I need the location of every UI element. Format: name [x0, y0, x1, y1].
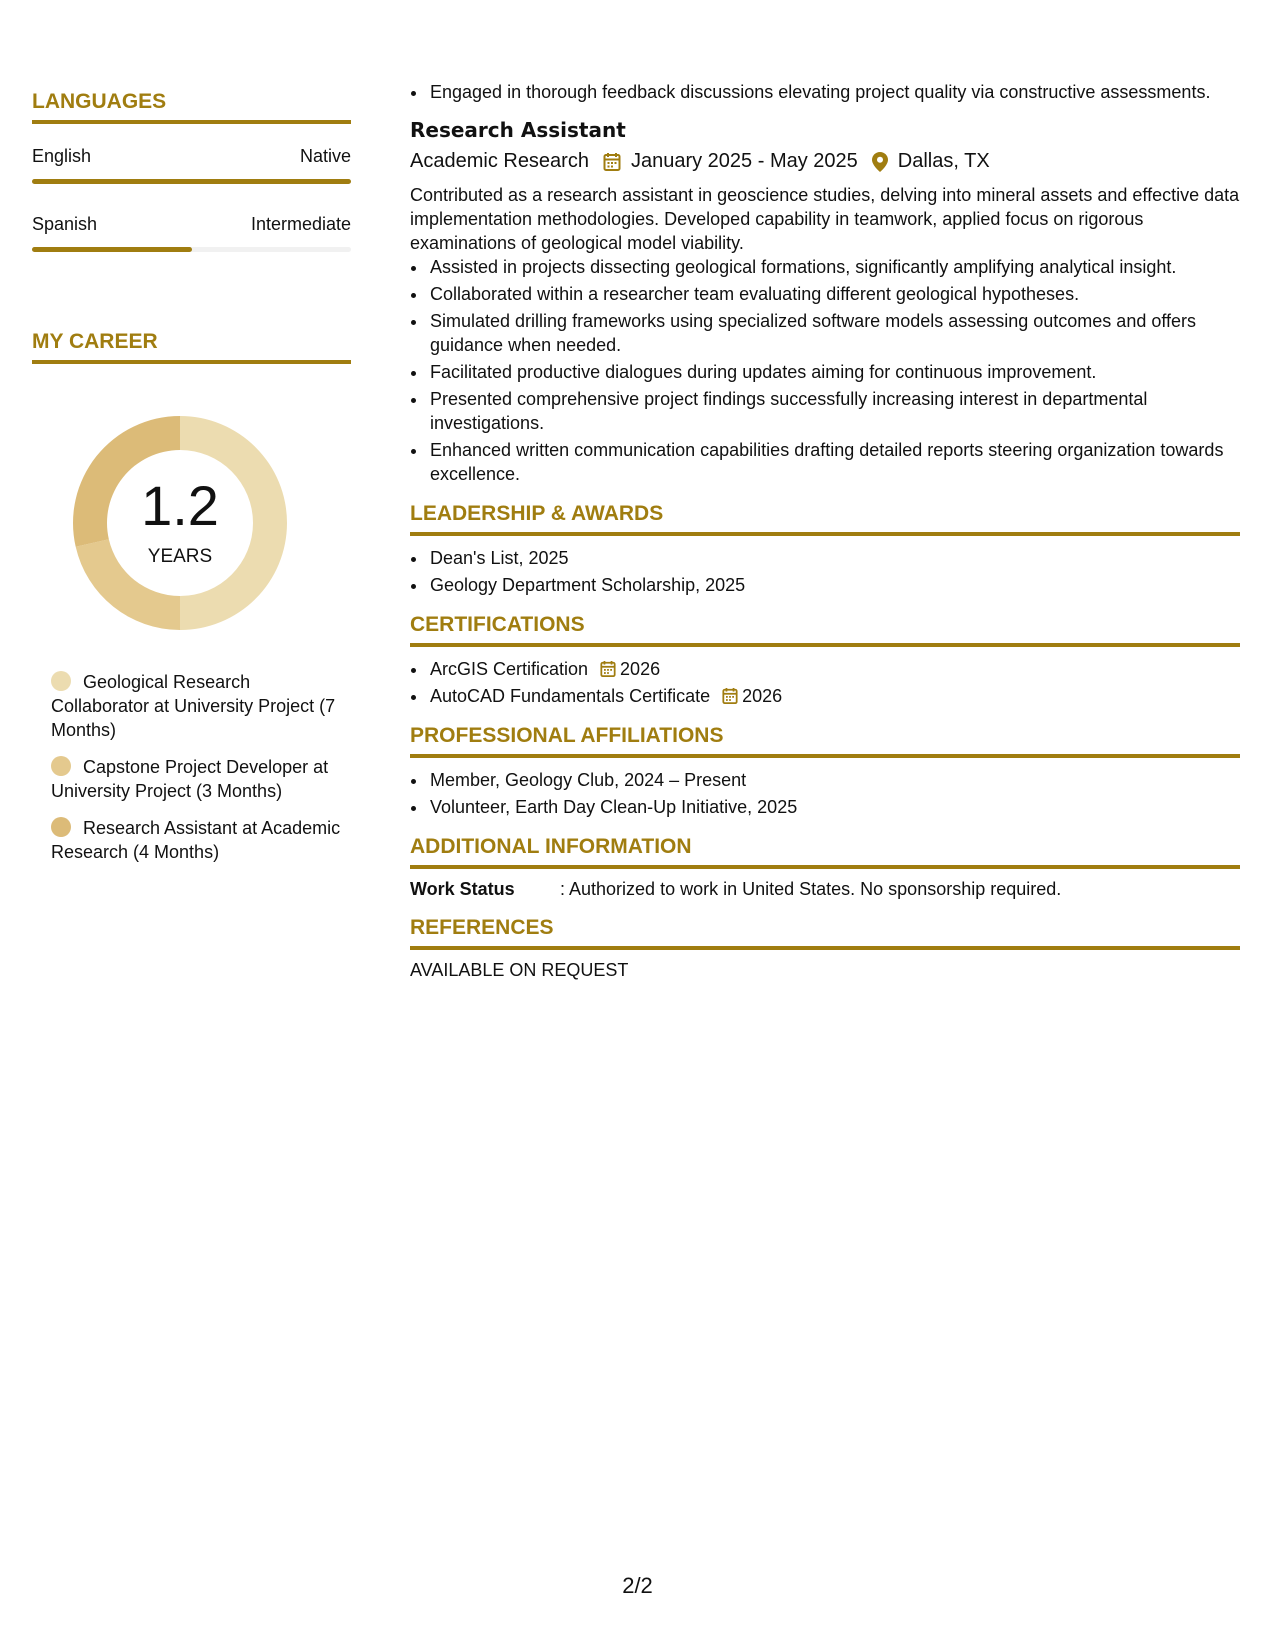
work-status-value: : Authorized to work in United States. No sponsorship required. [560, 879, 1062, 899]
certification-item [428, 657, 1240, 681]
references-title: REFERENCES [410, 916, 1240, 950]
bullet-item: • Presented comprehensive project findings successfully increasing interest in departmental investigations. [428, 387, 1240, 435]
job-dates: January 2025 - May 2025 [630, 150, 858, 172]
legend-label: Research Assistant at Academic Research (4 Months) [51, 818, 341, 862]
language-name: English [32, 146, 92, 166]
language-level: Native [299, 146, 351, 166]
affiliations-section [410, 724, 1240, 819]
language-name: Spanish [32, 214, 98, 234]
job-company: Academic Research [410, 150, 589, 172]
language-item [32, 146, 351, 184]
bullet-item: • Facilitated productive dialogues during updates aiming for continuous improvement. [428, 360, 1240, 384]
career-total-unit: YEARS [147, 546, 213, 567]
legend-dot [51, 671, 71, 691]
job-meta [410, 150, 1240, 173]
certification-year: 2026 [742, 686, 783, 706]
legend-dot [51, 817, 71, 837]
bullet-item: • Engaged in thorough feedback discussions elevating project quality via constructive assessments. [428, 80, 1240, 104]
language-proficiency-fill [32, 179, 351, 184]
career-legend-item [51, 755, 341, 803]
job-description: Contributed as a research assistant in geoscience studies, delving into mineral assets and effective data implementation methodologies. Developed capability in teamwork, applied focus on rigorous examinations of geological model viability. [410, 185, 1240, 253]
certification-item [428, 684, 1240, 708]
carryover-bullets [410, 80, 1240, 104]
left-column [32, 90, 351, 877]
calendar-icon [600, 660, 616, 678]
certification-year: 2026 [620, 659, 661, 679]
certification-name: • AutoCAD Fundamentals Certificate [430, 686, 711, 706]
bullet-item: • Assisted in projects dissecting geological formations, significantly amplifying analytical insight. [428, 255, 1240, 279]
additional-section [410, 835, 1240, 900]
languages-title: LANGUAGES [32, 90, 351, 124]
career-donut-chart [65, 408, 295, 638]
award-item: • Dean's List, 2025 [428, 546, 1240, 570]
calendar-icon [603, 152, 621, 172]
job-title: Research Assistant [410, 118, 626, 142]
legend-label: Capstone Project Developer at University Project (3 Months) [51, 757, 329, 801]
legend-label: Geological Research Collaborator at University Project (7 Months) [51, 672, 336, 740]
location-pin-icon [872, 152, 888, 172]
right-column [410, 80, 1240, 981]
work-status-row [410, 879, 1240, 900]
job-location: Dallas, TX [897, 150, 990, 172]
bullet-item: • Enhanced written communication capabilities drafting detailed reports steering organization towards excellence. [428, 438, 1240, 486]
leadership-title: LEADERSHIP & AWARDS [410, 502, 1240, 536]
certifications-section [410, 613, 1240, 708]
career-legend-item [51, 670, 341, 742]
bullet-item: • Collaborated within a researcher team evaluating different geological hypotheses. [428, 282, 1240, 306]
award-item: • Geology Department Scholarship, 2025 [428, 573, 1240, 597]
career-legend [51, 670, 341, 864]
job-bullets [410, 255, 1240, 486]
legend-dot [51, 756, 71, 776]
language-level: Intermediate [250, 214, 351, 234]
affiliations-title: PROFESSIONAL AFFILIATIONS [410, 724, 1240, 758]
career-total-value: 1.2 [141, 474, 219, 537]
language-proficiency-bar [32, 247, 351, 252]
language-proficiency-fill [32, 247, 192, 252]
career-title: MY CAREER [32, 330, 351, 364]
language-proficiency-bar [32, 179, 351, 184]
career-legend-item [51, 816, 341, 864]
work-status-label: Work Status [410, 879, 515, 899]
affiliation-item: • Member, Geology Club, 2024 – Present [428, 768, 1240, 792]
references-text: AVAILABLE ON REQUEST [410, 960, 629, 980]
language-item [32, 214, 351, 252]
certifications-title: CERTIFICATIONS [410, 613, 1240, 647]
page-number: 2/2 [622, 1573, 653, 1598]
certification-name: • ArcGIS Certification [430, 659, 589, 679]
additional-title: ADDITIONAL INFORMATION [410, 835, 1240, 869]
bullet-item: • Simulated drilling frameworks using specialized software models assessing outcomes and offers guidance when needed. [428, 309, 1240, 357]
calendar-icon [722, 687, 738, 705]
affiliation-item: • Volunteer, Earth Day Clean-Up Initiative, 2025 [428, 795, 1240, 819]
references-section [410, 916, 1240, 981]
leadership-section [410, 502, 1240, 597]
